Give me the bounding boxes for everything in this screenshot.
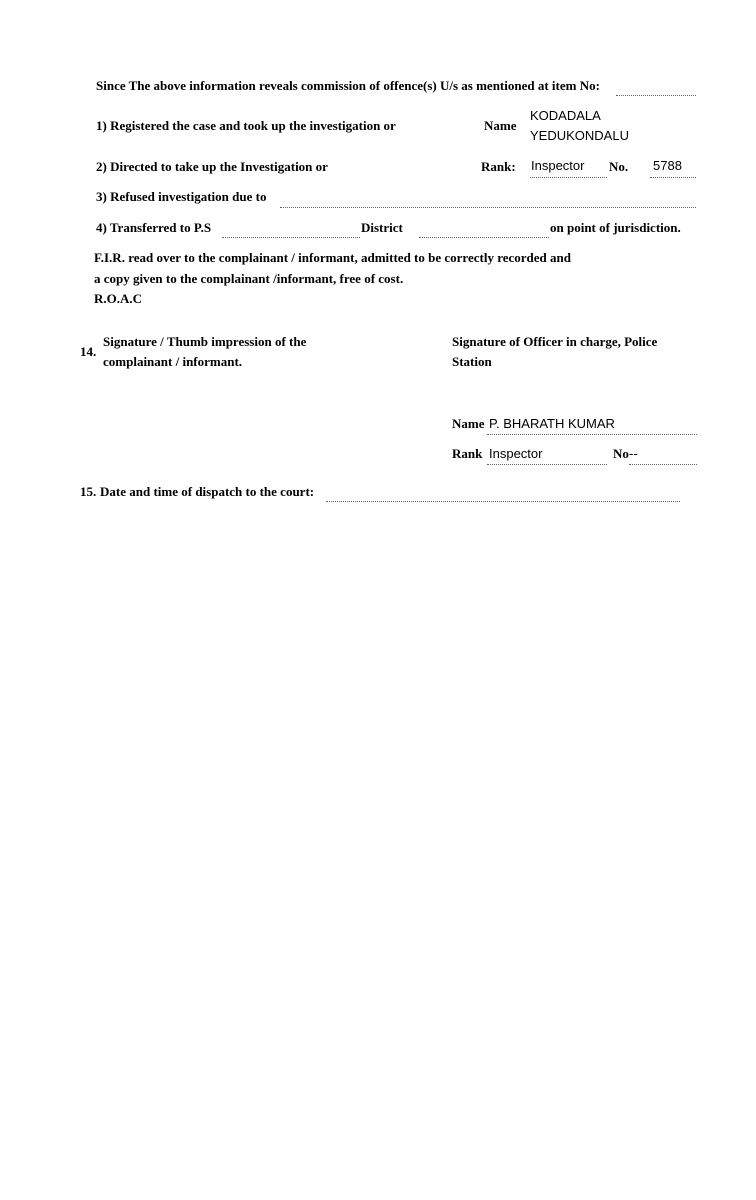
roac-text: R.O.A.C [94,291,143,306]
jurisdiction-text: on point of jurisdiction. [550,220,681,235]
item-number-field[interactable] [616,95,696,96]
officer-rank-value: Inspector [489,446,543,461]
complainant-signature-line2: complainant / informant. [103,354,243,369]
ps-field[interactable] [222,237,360,238]
officer-signature-line2: Station [452,354,492,369]
officer-no-field[interactable] [629,464,697,465]
officer-no-label: No [613,446,629,461]
no-value: 5788 [653,158,682,173]
section15-number: 15. [80,484,97,499]
refused-reason-field[interactable] [280,207,696,208]
fir-read-line2: a copy given to the complainant /informant, free of cost. [94,271,404,286]
name-label: Name [484,118,517,133]
officer-rank-field[interactable] [487,464,607,465]
officer-name-label: Name [452,416,485,431]
officer-signature-line1: Signature of Officer in charge, Police [452,334,658,349]
name-value-line2: YEDUKONDALU [530,128,629,143]
section14-number: 14. [80,344,97,359]
dispatch-datetime-field[interactable] [326,501,680,502]
item1-registered: 1) Registered the case and took up the investigation or [96,118,396,133]
complainant-signature-line1: Signature / Thumb impression of the [103,334,307,349]
intro-text: Since The above information reveals commission of offence(s) U/s as mentioned at item No: [96,78,600,93]
no-field[interactable] [650,177,696,178]
item2-directed: 2) Directed to take up the Investigation or [96,159,328,174]
officer-name-field[interactable] [487,434,697,435]
dispatch-label: Date and time of dispatch to the court: [100,484,315,499]
rank-field[interactable] [530,177,607,178]
district-label: District [361,220,403,235]
item4-transferred: 4) Transferred to P.S [96,220,212,235]
officer-rank-label: Rank [452,446,483,461]
district-field[interactable] [419,237,549,238]
officer-no-value: -- [629,446,638,461]
item3-refused: 3) Refused investigation due to [96,189,267,204]
rank-value: Inspector [531,158,585,173]
officer-name-value: P. BHARATH KUMAR [489,416,615,431]
rank-label: Rank: [481,159,516,174]
name-value-line1: KODADALA [530,108,601,123]
no-label: No. [609,159,629,174]
fir-read-line1: F.I.R. read over to the complainant / informant, admitted to be correctly recorded and [94,250,571,265]
